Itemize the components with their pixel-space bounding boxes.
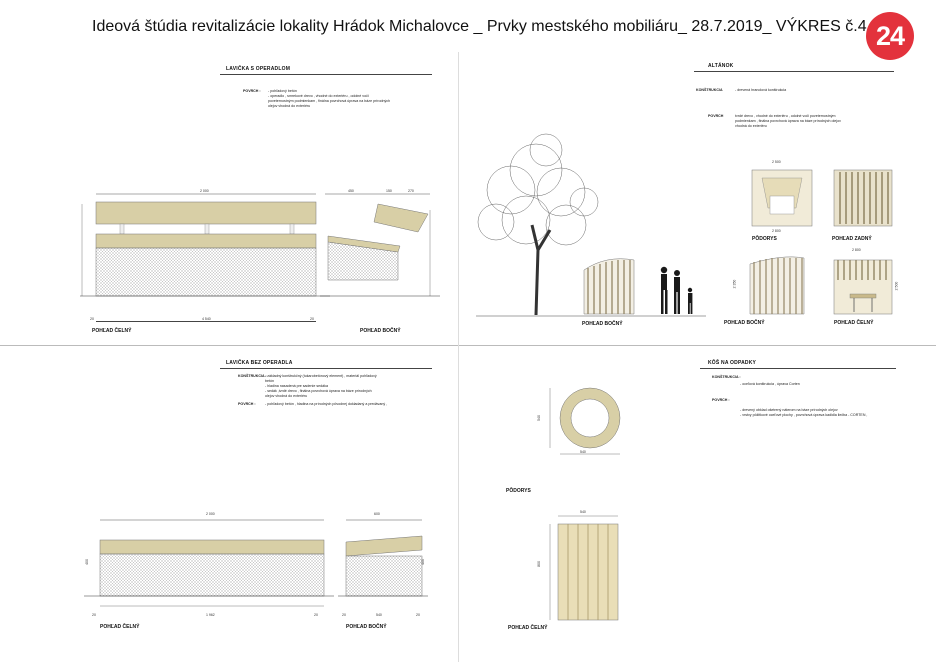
povrch-text: tvrdé drevo , vhodné do exteriéru , odolné voči poveternostným podmienkam , finálna povrchová úprava na báze prírodných olejov vhodná do exteriéru bbox=[735, 114, 841, 128]
povrch-text: - pohľadový betón - operadlo , smrekové drevo , vhodné do exteriéru , odolné voči poveternostným podmienkam , finálna povrchová úprava na báze prírodných olejov vhodná do exteriéru bbox=[268, 89, 391, 108]
dim-label: 2 000 bbox=[200, 189, 209, 193]
dim-label: 2 500 bbox=[772, 160, 781, 164]
section-rule bbox=[220, 368, 432, 369]
pavilion-side-view bbox=[742, 250, 816, 318]
section-title: KÔŠ NA ODPADKY bbox=[708, 360, 757, 366]
label-side-view-2: POHĽAD BOČNÝ bbox=[724, 320, 765, 326]
bin-front-view bbox=[546, 512, 626, 624]
dim-label: 20 bbox=[90, 317, 94, 321]
konstrukcia-text: - drevená hranolová konštrukcia bbox=[735, 88, 787, 92]
dim-label: 800 bbox=[536, 561, 541, 567]
label-side-view: POHĽAD BOČNÝ bbox=[346, 624, 387, 630]
label-front-view: POHĽAD ČELNÝ bbox=[834, 320, 874, 326]
dim-label: 270 bbox=[408, 189, 414, 193]
section-rule bbox=[220, 74, 432, 75]
bench-noback-side-view bbox=[338, 510, 428, 620]
konstrukcia-label: KONŠTRUKCIA : bbox=[712, 375, 741, 379]
dim-label: 20 bbox=[342, 613, 346, 617]
pavilion-floor-plan bbox=[748, 162, 816, 234]
label-side-view: POHĽAD BOČNÝ bbox=[582, 321, 623, 327]
sheet-title: Ideová štúdia revitalizácie lokality Hrádok Michalovce _ Prvky mestského mobiliáru_ 28.7.2019_ VÝKRES č.4 bbox=[92, 18, 867, 35]
dim-label: 400 bbox=[84, 559, 89, 565]
povrch-text: - pohľadový betón , hladina na prírodných pôvodnej dokladaný a predávaný , bbox=[265, 402, 388, 406]
dim-label: 2 800 bbox=[852, 248, 861, 252]
divider-vertical bbox=[458, 52, 459, 662]
bin-floor-plan bbox=[546, 380, 630, 460]
dim-label: 2 800 bbox=[772, 229, 781, 233]
pavilion-scene bbox=[466, 130, 706, 320]
dim-label: 20 bbox=[314, 613, 318, 617]
bench-side-view bbox=[320, 190, 440, 310]
dim-label: 20 bbox=[416, 613, 420, 617]
section-title: ALTÁNOK bbox=[708, 63, 734, 69]
dim-label: 150 bbox=[386, 189, 392, 193]
dim-label: 1 962 bbox=[206, 613, 215, 617]
dim-label: 400 bbox=[420, 559, 425, 565]
dim-label: 540 bbox=[376, 613, 382, 617]
label-front-view: POHĽAD ČELNÝ bbox=[100, 624, 140, 630]
label-floor-plan: PÔDORYS bbox=[752, 236, 777, 242]
pavilion-back-view bbox=[828, 162, 896, 234]
povrch-label: POVRCH bbox=[708, 114, 724, 118]
label-side-view: POHĽAD BOČNÝ bbox=[360, 328, 401, 334]
label-front-view: POHĽAD ČELNÝ bbox=[508, 625, 548, 631]
dim-label: 2 500 bbox=[894, 281, 899, 291]
label-back-view: POHĽAD ZADNÝ bbox=[832, 236, 872, 242]
label-floor-plan: PÔDORYS bbox=[506, 488, 531, 494]
konstrukcia-label: KONŠTRUKCIA : bbox=[238, 374, 267, 378]
dim-line bbox=[96, 321, 316, 322]
konstrukcia-label: KONŠTRUKCIA bbox=[696, 88, 723, 92]
dim-label: 20 bbox=[92, 613, 96, 617]
section-title: LAVIČKA S OPERADLOM bbox=[226, 66, 291, 72]
section-rule bbox=[700, 368, 896, 369]
bench-front-view bbox=[80, 190, 330, 310]
dim-label: 540 bbox=[580, 450, 586, 454]
povrch-label: POVRCH : bbox=[712, 398, 730, 402]
konstrukcia-text: - základný konštrukčný (tukarobetónový element) , materiál pohľadový betón - hladina nasadená pre sadenie sedáka - sedák ,tvrdé drevo , finálna povrchová úprava na báze prírodných olejov vhodná do exteriéru bbox=[265, 374, 377, 398]
brand-logo: 24 bbox=[866, 12, 914, 60]
konstrukcia-text: - oceľová konštrukcia , úprava Corten bbox=[740, 382, 800, 386]
section-title: LAVIČKA BEZ OPERADLA bbox=[226, 360, 293, 366]
dim-label: 540 bbox=[536, 415, 541, 421]
divider-horizontal bbox=[0, 345, 936, 346]
label-front-view: POHĽAD ČELNÝ bbox=[92, 328, 132, 334]
dim-label: 450 bbox=[348, 189, 354, 193]
dim-label: 2 000 bbox=[206, 512, 215, 516]
povrch-text: - drevený obklad ošetrený náterom na báze prírodných olejov - vrstvy pôžitkové oceľové plochy , povrchová úprava kadidla liečba - CORTEN , bbox=[740, 408, 868, 417]
dim-label: 20 bbox=[310, 317, 314, 321]
dim-label: 600 bbox=[374, 512, 380, 516]
povrch-label: POVRCH : bbox=[243, 89, 261, 93]
dim-label: 2 350 bbox=[732, 279, 737, 289]
section-rule bbox=[694, 71, 894, 72]
bench-noback-front-view bbox=[84, 510, 334, 620]
dim-label: 540 bbox=[580, 510, 586, 514]
dim-label: 4 540 bbox=[202, 317, 211, 321]
povrch-label: POVRCH : bbox=[238, 402, 256, 406]
